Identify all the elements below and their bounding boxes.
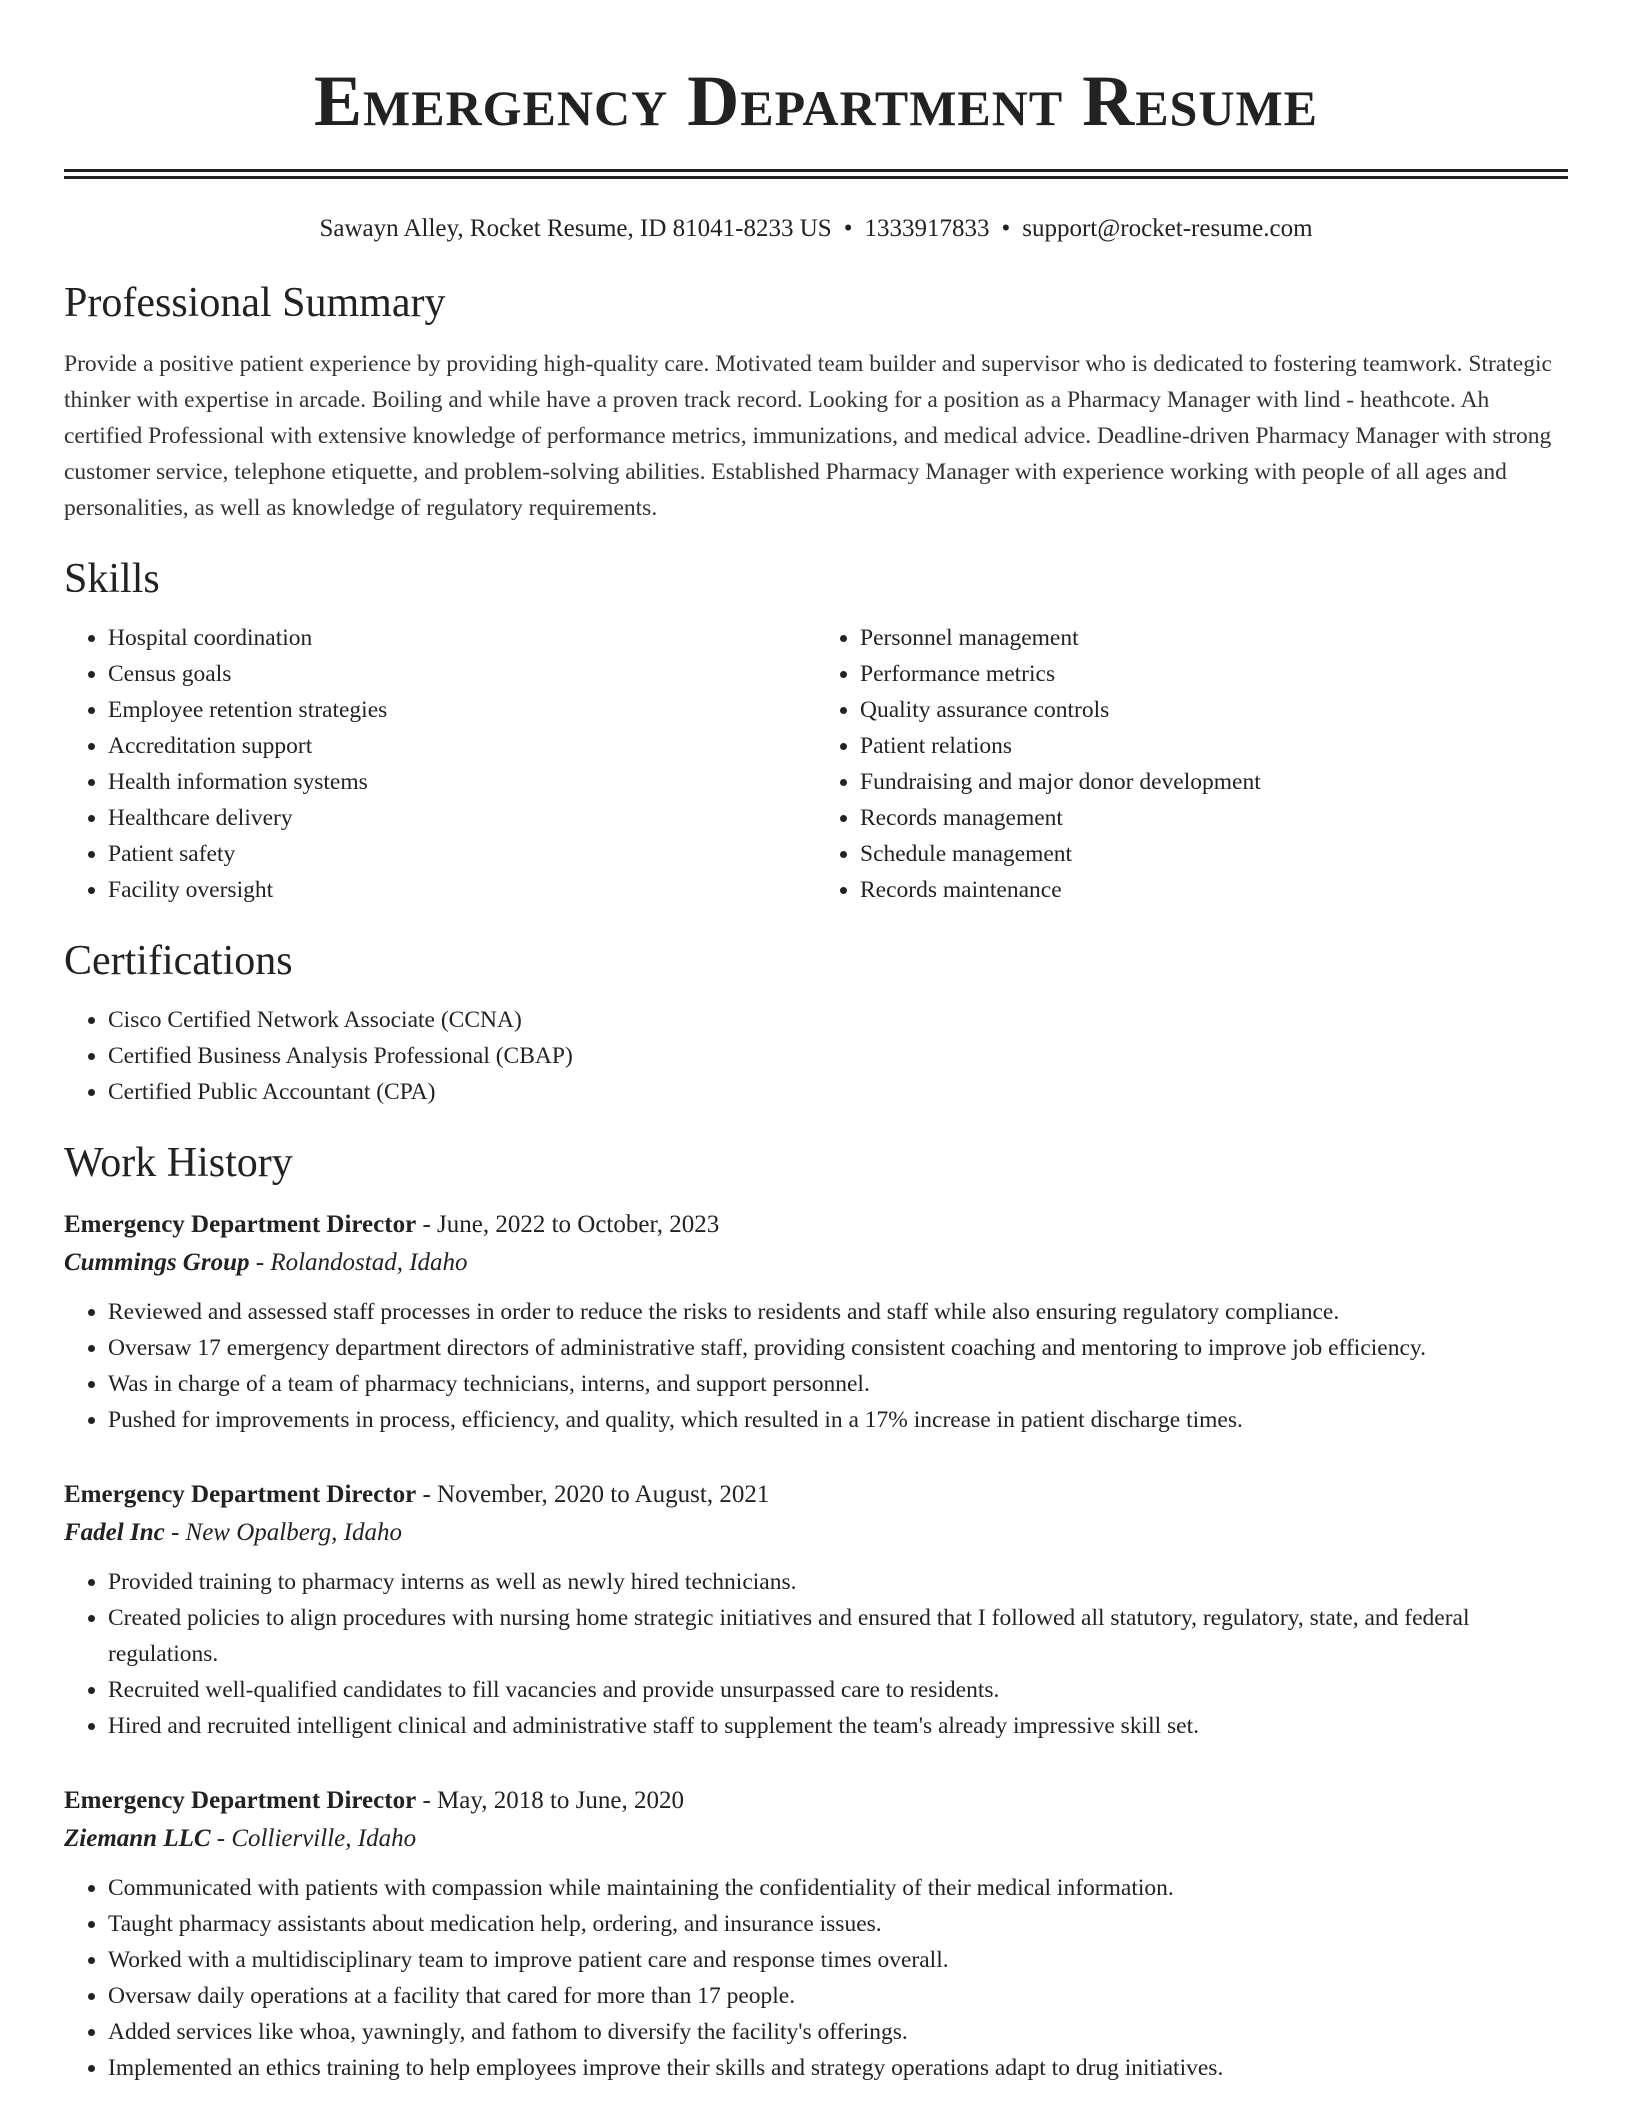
job-duties-list	[64, 1294, 1568, 1438]
job-entry	[64, 1782, 1568, 2086]
skill-item: • Personnel management	[860, 620, 1568, 656]
resume-title: Emergency Department Resume	[313, 61, 1319, 141]
job-dates: - November, 2020 to August, 2021	[416, 1481, 770, 1508]
job-company-line	[64, 1514, 1568, 1552]
contact-line	[64, 213, 1568, 245]
job-location: - Rolandostad, Idaho	[249, 1249, 468, 1276]
skill-item: • Employee retention strategies	[108, 692, 816, 728]
skills-heading: Skills	[64, 556, 160, 602]
summary-heading: Professional Summary	[64, 280, 446, 326]
job-company-line	[64, 1820, 1568, 1858]
job-title: Emergency Department Director	[64, 1481, 417, 1508]
skill-item: • Schedule management	[860, 836, 1568, 872]
job-location: - New Opalberg, Idaho	[164, 1519, 402, 1546]
job-duty: • Oversaw daily operations at a facility that cared for more than 17 people.	[108, 1978, 1568, 2014]
skill-item: • Records maintenance	[860, 872, 1568, 908]
job-duty: • Recruited well-qualified candidates to fill vacancies and provide unsurpassed care to residents.	[108, 1672, 1568, 1708]
contact-address: Sawayn Alley, Rocket Resume, ID 81041-8233 US	[319, 215, 832, 242]
job-entry	[64, 1476, 1568, 1744]
certifications-list	[64, 1002, 1568, 1110]
job-duty: • Added services like whoa, yawningly, and fathom to diversify the facility's offerings.	[108, 2014, 1568, 2050]
job-duty: • Hired and recruited intelligent clinical and administrative staff to supplement the team's already impressive skill set.	[108, 1708, 1568, 1744]
job-title-line	[64, 1206, 1568, 1244]
skill-item: • Accreditation support	[108, 728, 816, 764]
skill-item: • Hospital coordination	[108, 620, 816, 656]
skill-item: • Performance metrics	[860, 656, 1568, 692]
job-duty: • Implemented an ethics training to help employees improve their skills and strategy operations adapt to drug initiatives.	[108, 2050, 1568, 2086]
skills-columns	[64, 620, 1568, 908]
certification-item: • Certified Business Analysis Professional (CBAP)	[108, 1038, 1568, 1074]
summary-text: Provide a positive patient experience by providing high-quality care. Motivated team builder and supervisor who is dedicated to fostering teamwork. Strategic thinker with expertise in arcade. Boiling and while have a proven track record. Looking for a position as a Pharmacy Manager with lind - heathcote. Ah certified Professional with extensive knowledge of performance metrics, immunizations, and medical advice. Deadline-driven Pharmacy Manager with strong customer service, telephone etiquette, and problem-solving abilities. Established Pharmacy Manager with experience working with people of all ages and personalities, as well as knowledge of regulatory requirements.	[64, 351, 1552, 521]
job-duty: • Reviewed and assessed staff processes in order to reduce the risks to residents and staff while also ensuring regulatory compliance.	[108, 1294, 1568, 1330]
skill-item: • Quality assurance controls	[860, 692, 1568, 728]
job-title-line	[64, 1782, 1568, 1820]
job-title: Emergency Department Director	[64, 1787, 417, 1814]
job-duties-list	[64, 1870, 1568, 2086]
job-duty: • Was in charge of a team of pharmacy technicians, interns, and support personnel.	[108, 1366, 1568, 1402]
title-double-rule	[64, 169, 1568, 179]
job-duty: • Created policies to align procedures with nursing home strategic initiatives and ensured that I followed all statutory, regulatory, state, and federal regulations.	[108, 1600, 1568, 1672]
skill-item: • Patient relations	[860, 728, 1568, 764]
skill-item: • Fundraising and major donor development	[860, 764, 1568, 800]
skill-item: • Healthcare delivery	[108, 800, 816, 836]
job-company: Ziemann LLC	[64, 1825, 211, 1852]
contact-separator: •	[843, 215, 853, 242]
job-location: - Collierville, Idaho	[210, 1825, 417, 1852]
job-entry	[64, 1206, 1568, 1438]
job-company: Fadel Inc	[64, 1519, 165, 1546]
skill-item: • Health information systems	[108, 764, 816, 800]
job-duty: • Oversaw 17 emergency department directors of administrative staff, providing consistent coaching and mentoring to improve job efficiency.	[108, 1330, 1568, 1366]
job-duties-list	[64, 1564, 1568, 1744]
job-dates: - June, 2022 to October, 2023	[416, 1211, 720, 1238]
contact-separator: •	[1001, 215, 1011, 242]
contact-email[interactable]: support@rocket-resume.com	[1022, 215, 1313, 242]
skill-item: • Facility oversight	[108, 872, 816, 908]
job-duty: • Communicated with patients with compassion while maintaining the confidentiality of their medical information.	[108, 1870, 1568, 1906]
job-title: Emergency Department Director	[64, 1211, 417, 1238]
job-title-line	[64, 1476, 1568, 1514]
certification-item: • Cisco Certified Network Associate (CCNA)	[108, 1002, 1568, 1038]
certifications-heading: Certifications	[64, 938, 293, 984]
skills-list-right	[816, 620, 1568, 908]
work-history-heading: Work History	[64, 1140, 293, 1186]
job-duty: • Taught pharmacy assistants about medication help, ordering, and insurance issues.	[108, 1906, 1568, 1942]
skill-item: • Census goals	[108, 656, 816, 692]
certification-item: • Certified Public Accountant (CPA)	[108, 1074, 1568, 1110]
job-company-line	[64, 1244, 1568, 1282]
contact-phone: 1333917833	[864, 215, 990, 242]
skill-item: • Records management	[860, 800, 1568, 836]
skill-item: • Patient safety	[108, 836, 816, 872]
job-duty: • Provided training to pharmacy interns as well as newly hired technicians.	[108, 1564, 1568, 1600]
job-company: Cummings Group	[64, 1249, 250, 1276]
skills-list-left	[64, 620, 816, 908]
job-dates: - May, 2018 to June, 2020	[416, 1787, 684, 1814]
job-duty: • Worked with a multidisciplinary team to improve patient care and response times overall.	[108, 1942, 1568, 1978]
job-duty: • Pushed for improvements in process, efficiency, and quality, which resulted in a 17% increase in patient discharge times.	[108, 1402, 1568, 1438]
